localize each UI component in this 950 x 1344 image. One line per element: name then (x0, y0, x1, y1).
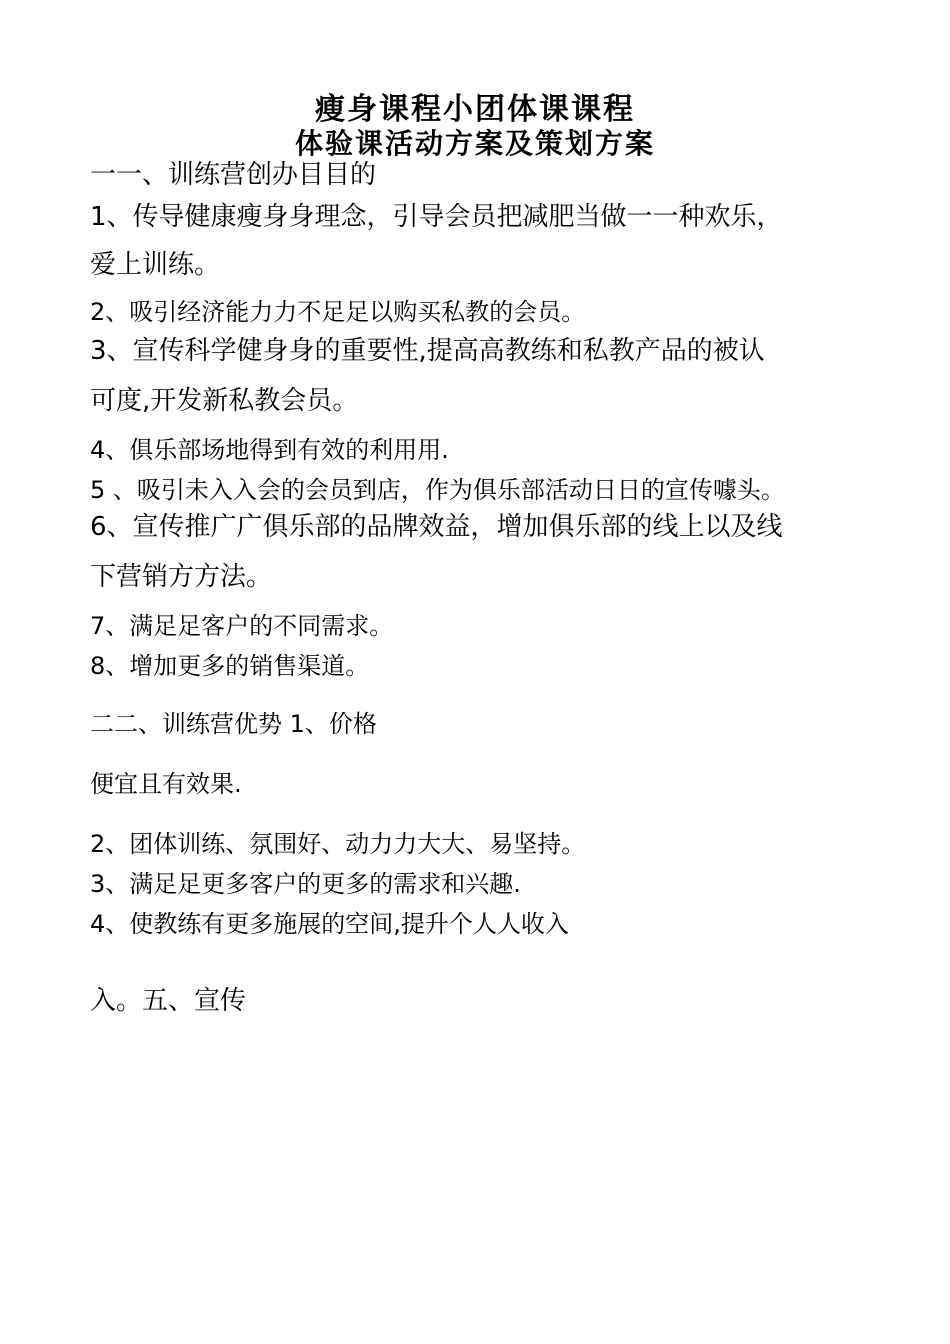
paragraph-line: 8、增加更多的销售渠道。 (90, 652, 370, 680)
paragraph-line: 可度,开发新私教会员。 (90, 386, 359, 416)
paragraph-line: 入。五、宣传 (90, 986, 247, 1016)
paragraph-line: 下营销方方法。 (90, 562, 273, 592)
paragraph-line: 便宜且有效果. (90, 770, 242, 798)
paragraph-line: 4、使教练有更多施展的空间,提升个人人收入 (90, 910, 569, 938)
paragraph-line: 2、团体训练、氛围好、动力力大大、易坚持。 (90, 830, 586, 858)
section-heading-1: 一一、训练营创办目目的 (90, 160, 377, 190)
document-subtitle: 体验课活动方案及策划方案 (294, 127, 655, 160)
document-title: 瘦身课程小团体课课程 (315, 92, 635, 127)
paragraph-line: 1、传导健康瘦身身理念，引导会员把减肥当做一一种欢乐， (90, 202, 783, 232)
paragraph-line: 5 、吸引未入入会的会员到店，作为俱乐部活动日日的宣传噱头。 (90, 476, 785, 504)
paragraph-line: 3、宣传科学健身身的重要性,提高高教练和私教产品的被认 (90, 336, 765, 366)
paragraph-line: 2、吸引经济能力力不足足以购买私教的会员。 (90, 298, 586, 326)
paragraph-line: 3、满足足更多客户的更多的需求和兴趣. (90, 870, 521, 898)
paragraph-line: 爱上训练。 (90, 250, 221, 280)
paragraph-line: 4、俱乐部场地得到有效的利用用. (90, 436, 449, 464)
paragraph-line: 6、宣传推广广俱乐部的品牌效益，增加俱乐部的线上以及线 (90, 512, 783, 542)
section-heading-2: 二二、训练营优势 1、价格 (90, 710, 377, 738)
paragraph-line: 7、满足足客户的不同需求。 (90, 612, 394, 640)
